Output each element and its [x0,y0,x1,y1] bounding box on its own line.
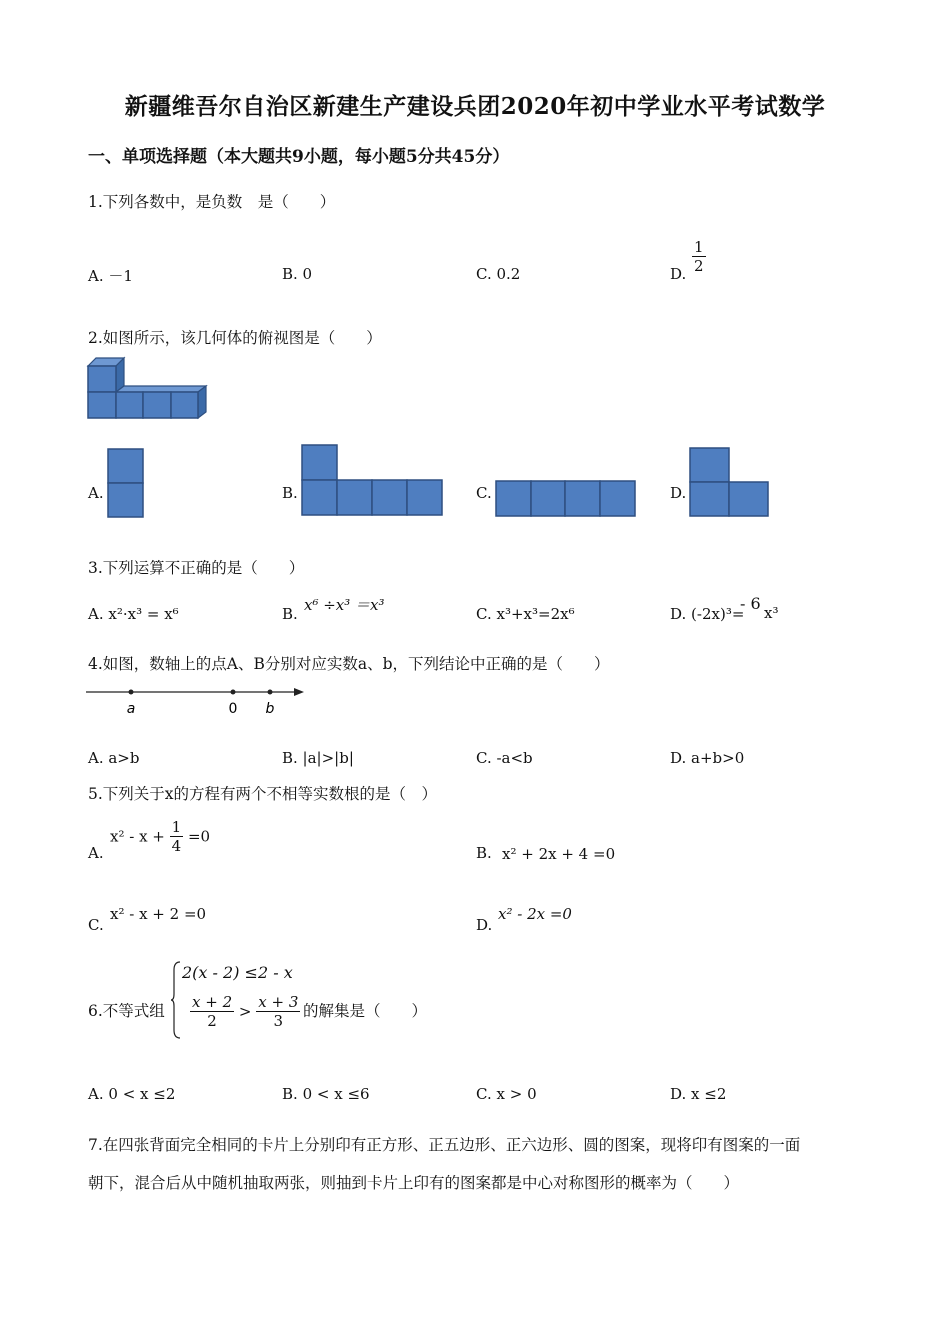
q1-option-b: B. 0 [282,265,313,283]
option-label: D. [670,605,687,623]
q4-stem: 4.如图，数轴上的点A、B分别对应实数a、b，下列结论中正确的是（ ） [88,655,610,673]
q4-option-a: A. a>b [88,749,140,767]
q1-option-d-fraction [692,238,706,275]
q6-option-a [88,1085,175,1103]
q3-option-b-label: B. [282,605,298,623]
q5-option-c-expression: x² - x + 2 =0 [110,905,207,923]
q6-option-c [476,1085,537,1103]
q4-number-line [86,684,308,718]
option-label: C. [476,605,492,623]
fraction-numerator: 1 [694,238,704,256]
q5-option-c-label: C. [88,916,104,934]
q2-option-b-figure [300,443,446,519]
q5-option-b-label: B. [476,844,492,862]
q5-option-a-label: A. [88,844,104,862]
page-title: 新疆维吾尔自治区新建生产建设兵团2020年初中学业水平考试数学 [124,93,826,120]
q3-option-c [476,605,575,623]
q7-stem-line2: 朝下，混合后从中随机抽取两张，则抽到卡片上印有的图案都是中心对称图形的概率为（ ） [88,1174,740,1192]
q3-option-d-variable: x³ [764,604,779,622]
q2-solid-figure [86,356,211,422]
q2-option-c-label: C. [476,484,492,502]
q6-inequality-2 [190,993,300,1030]
q2-stem: 2.如图所示，该几何体的俯视图是（ ） [88,329,382,347]
option-label: B. [282,1085,298,1103]
q6-inequality-1: 2(x - 2) ≤2 - x [182,963,293,982]
q6-system-brace [170,960,182,1040]
option-label: A. [88,605,104,623]
q6-stem-suffix: 的解集是（ ） [303,1002,428,1020]
q2-option-d-label: D. [670,484,687,502]
q3-option-d-coefficient: - 6 [740,594,761,613]
option-label: D. [670,1085,687,1103]
q7-stem-line1: 7.在四张背面完全相同的卡片上分别印有正方形、正五边形、正六边形、圆的图案，现将印有图案的一面 [88,1136,801,1154]
section-heading: 一、单项选择题（本大题共9小题，每小题5分共45分） [88,147,510,167]
option-expression: x³+x³=2x⁶ [496,605,575,623]
q2-option-b-label: B. [282,484,298,502]
fraction-denominator: 3 [273,1012,284,1030]
option-expression: (-2x)³= [691,605,745,623]
q6-stem-prefix: 6.不等式组 [88,1002,165,1020]
q4-option-c: C. -a<b [476,749,533,767]
q3-option-b-expression: x⁶ ÷x³ ＝x³ [304,596,385,614]
fraction-denominator: 2 [694,257,704,275]
q6-option-b [282,1085,370,1103]
fraction-numerator: x + 2 [192,993,233,1011]
q2-option-a-label: A. [88,484,104,502]
option-expression: x > 0 [496,1085,537,1103]
fraction-numerator: 1 [171,818,182,836]
greater-than-sign: > [238,1002,252,1021]
option-expression: 0 < x ≤2 [108,1085,176,1103]
option-expression: 0 < x ≤6 [302,1085,370,1103]
option-expression: x²·x³ = x⁶ [108,605,179,623]
q2-option-c-figure [494,479,638,519]
q5-option-a-expression [110,818,210,855]
q5-option-d-label: D. [476,916,493,934]
option-label: A. [88,1085,104,1103]
q2-option-a-figure [106,447,146,519]
fraction-denominator: 2 [207,1012,217,1030]
option-label: C. [476,1085,492,1103]
q1-option-a: A. －1 [88,267,133,285]
q3-stem: 3.下列运算不正确的是（ ） [88,559,305,577]
fraction-numerator: x + 3 [258,993,299,1011]
q5-option-b-expression: x² + 2x + 4 =0 [502,845,616,863]
number-line-label-a: a [126,701,136,717]
q3-option-a [88,605,179,623]
q4-option-d: D. a+b>0 [670,749,745,767]
q6-option-d [670,1085,726,1103]
expression-prefix: x² - x + [110,827,165,846]
q5-stem: 5.下列关于x的方程有两个不相等实数根的是（ ） [88,785,438,803]
q1-stem: 1.下列各数中，是负数 是（ ） [88,193,336,211]
q4-option-b: B. |a|>|b| [282,749,354,767]
option-expression: x ≤2 [691,1085,727,1103]
q1-option-d-label: D. [670,265,687,283]
number-line-label-0: 0 [228,701,238,717]
number-line-label-b: b [265,701,275,717]
fraction-denominator: 4 [171,837,182,855]
q2-option-d-figure [688,446,772,519]
q5-option-d-expression: x² - 2x =0 [498,905,572,923]
expression-suffix: =0 [187,827,211,846]
q1-option-c: C. 0.2 [476,265,521,283]
q3-option-d [670,605,744,623]
